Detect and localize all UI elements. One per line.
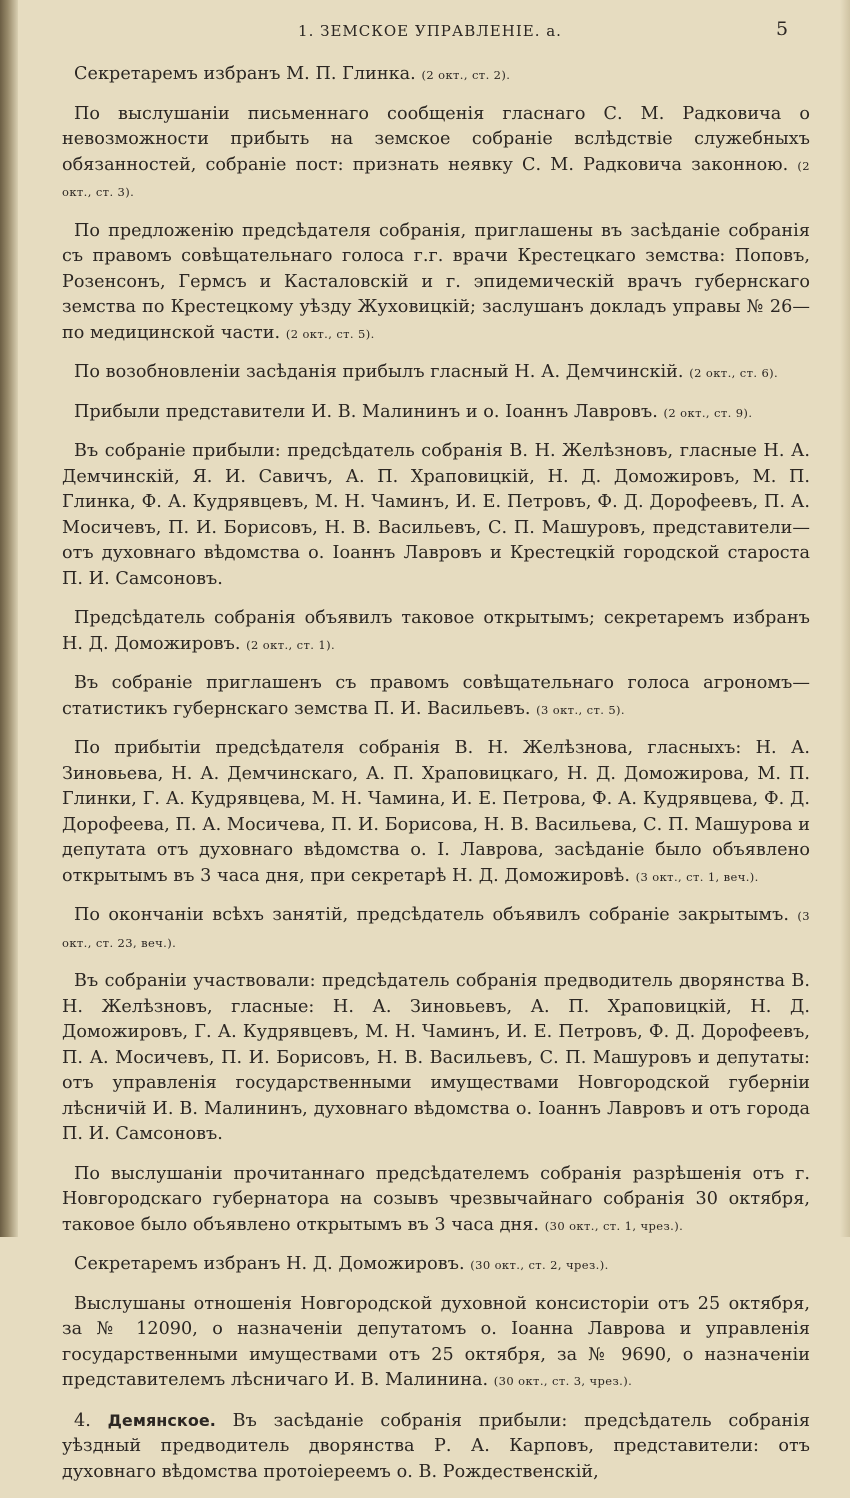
paragraph-text: Секретаремъ избранъ Н. Д. Доможировъ.: [74, 1254, 471, 1274]
reference: (2 окт., ст. 5).: [285, 326, 375, 341]
reference: (3 окт., ст. 5).: [536, 702, 625, 717]
page-binding-edge: [0, 0, 18, 1237]
paragraph-text: По возобновленіи засѣданія прибылъ гласный Н. А. Демчинскій.: [74, 362, 690, 382]
paragraph-text: По предложенію предсѣдателя собранія, приглашены въ засѣданіе собранія съ правомъ совѣщательнаго голоса г.г. врачи Крестецкаго земства: Поповъ, Розенсонъ, Гермсъ и Касталовскій и г. эпидемическій врачъ губернскаго земства по Крестецкому уѣзду Жуховицкій; заслушанъ докладъ управы № 26— по медицинской части.: [62, 220, 810, 343]
reference: (3 окт., ст. 23, веч.).: [62, 909, 810, 950]
paragraph: [62, 736, 810, 890]
paragraph: [62, 903, 810, 956]
paragraph-text: По окончаніи всѣхъ занятій, предсѣдатель объявилъ собраніе закрытымъ.: [74, 905, 798, 925]
paragraph-text: Выслушаны отношенія Новгородской духовной консисторіи отъ 25 октября, за № 12090, о назначеніи депутатомъ о. Іоанна Лаврова и управленія государственными имуществами отъ 25 октября, за № 9690, о назначеніи представителемъ лѣсничаго И. В. Малинина.: [62, 1293, 810, 1390]
paragraph: [62, 1252, 810, 1279]
reference: (30 окт., ст. 1, чрез.).: [544, 1218, 684, 1233]
paragraph: [62, 360, 810, 387]
paragraph: [62, 671, 810, 723]
reference: (2 окт., ст. 1).: [246, 637, 336, 652]
paragraph-text: Въ засѣданіе собранія прибыли: предсѣдатель собранія уѣздный предводитель дворянства Р. А. Карповъ, представители: отъ духовнаго вѣдомства протоіереемъ о. В. Рождественскій,: [62, 1410, 810, 1482]
paragraph-text: Предсѣдатель собранія объявилъ таковое открытымъ; секретаремъ избранъ Н. Д. Доможировъ.: [62, 608, 810, 654]
paragraph: [62, 439, 810, 593]
reference: (3 окт., ст. 1, веч.).: [635, 869, 759, 884]
paragraph-text: Прибыли представители И. В. Малининъ и о. Іоаннъ Лавровъ.: [74, 401, 664, 422]
reference: (30 окт., ст. 3, чрез.).: [493, 1374, 633, 1388]
page-number: 5: [776, 18, 789, 40]
reference: (2 окт., ст. 9).: [663, 405, 753, 420]
place-heading: Демянское.: [107, 1410, 216, 1430]
paragraph-text: По выслушаніи письменнаго сообщенія гласнаго С. М. Радковича о невозможности прибыть на земское собраніе вслѣдствіе служебныхъ обязанностей, собраніе пост: признать неявку С. М. Радковича законною.: [62, 103, 810, 175]
paragraph: [62, 1162, 810, 1240]
reference: (2 окт., ст. 2).: [421, 68, 511, 82]
paragraph: [62, 1292, 810, 1395]
section-number: 4.: [74, 1410, 108, 1431]
paragraph-demyanskoe: [62, 1408, 810, 1486]
document-body: [62, 62, 810, 1498]
running-head: 1. ЗЕМСКОЕ УПРАВЛЕНІЕ. а.: [298, 22, 562, 40]
paragraph-text: Секретаремъ избранъ М. П. Глинка.: [74, 64, 422, 84]
paragraph: [62, 606, 810, 658]
paragraph: [62, 219, 810, 348]
paragraph: [62, 400, 810, 427]
paragraph-text: По прибытіи предсѣдателя собранія В. Н. Желѣзнова, гласныхъ: Н. А. Зиновьева, Н. А. Демчинскаго, А. П. Храповицкаго, Н. Д. Доможирова, М. П. Глинки, Г. А. Кудрявцева, М. Н. Чамина, И. Е. Петрова, Ф. А. Кудрявцева, Ф. Д. Дорофеева, П. А. Мосичева, П. И. Борисова, Н. В. Васильева, С. П. Машурова и депутата отъ духовнаго вѣдомства о. І. Лаврова, засѣданіе было объявлено открытымъ въ 3 часа дня, при секретарѣ Н. Д. Доможировѣ.: [62, 738, 810, 886]
paragraph-text: Въ собраніе приглашенъ съ правомъ совѣщательнаго голоса агрономъ—статистикъ губернскаго земства П. И. Васильевъ.: [62, 673, 810, 719]
paragraph-text: Въ собраніе прибыли: предсѣдатель собранія В. Н. Желѣзновъ, гласные Н. А. Демчинскій, Я. И. Савичъ, А. П. Храповицкій, Н. Д. Доможировъ, М. П. Глинка, Ф. А. Кудрявцевъ, М. Н. Чаминъ, И. Е. Петровъ, Ф. Д. Дорофеевъ, П. А. Мосичевъ, П. И. Борисовъ, Н. В. Васильевъ, С. П. Машуровъ, представители—отъ духовнаго вѣдомства о. Іоаннъ Лавровъ и Крестецкій городской староста П. И. Самсоновъ.: [62, 441, 810, 589]
paragraph: [62, 102, 810, 206]
reference: (2 окт., ст. 3).: [62, 158, 810, 199]
paragraph: [62, 969, 810, 1149]
paragraph-text: По выслушаніи прочитаннаго предсѣдателемъ собранія разрѣшенія отъ г. Новгородскаго губернатора на созывъ чрезвычайнаго собранія 30 октября, таковое было объявлено открытымъ въ 3 часа дня.: [62, 1163, 810, 1235]
paragraph-text: Въ собраніи участвовали: предсѣдатель собранія предводитель дворянства В. Н. Желѣзновъ, гласные: Н. А. Зиновьевъ, А. П. Храповицкій, Н. Д. Доможировъ, Г. А. Кудрявцевъ, М. Н. Чаминъ, И. Е. Петровъ, Ф. Д. Дорофеевъ, П. А. Мосичевъ, П. И. Борисовъ, Н. В. Васильевъ, С. П. Машуровъ и депутаты: отъ управленія государственными имуществами Новгородской губерніи лѣсничій И. В. Малининъ, духовнаго вѣдомства о. Іоаннъ Лавровъ и отъ города П. И. Самсоновъ.: [62, 971, 810, 1144]
reference: (30 окт., ст. 2, чрез.).: [470, 1258, 609, 1272]
paragraph: [62, 62, 810, 89]
reference: (2 окт., ст. 6).: [689, 366, 779, 380]
page-right-edge: [840, 0, 850, 1237]
